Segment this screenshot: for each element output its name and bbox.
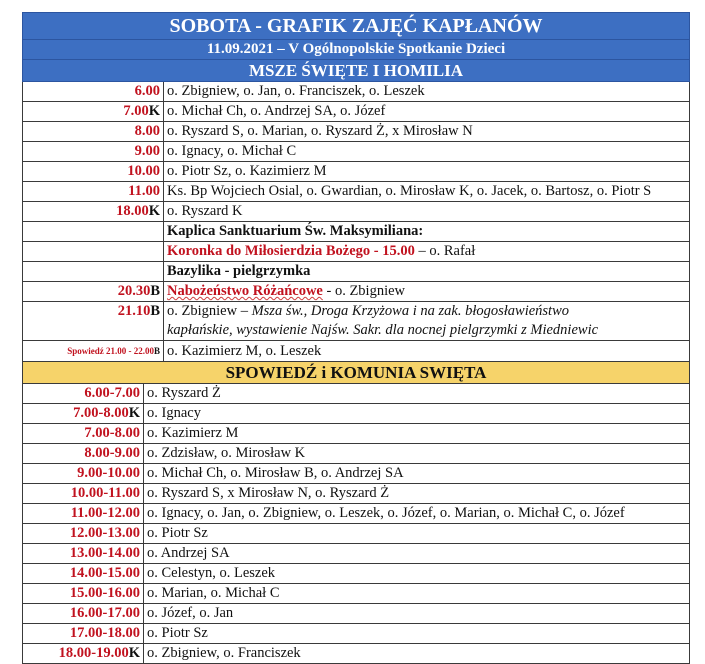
- time-value: 7.00-8.00: [73, 405, 129, 421]
- confession-row: [23, 484, 690, 504]
- names-cell: o. Celestyn, o. Leszek: [144, 564, 690, 584]
- masses-heading-row: [23, 60, 690, 82]
- time-value: 8.00: [134, 123, 160, 139]
- confession-row: [23, 504, 690, 524]
- time-value: 7.00-8.00: [84, 425, 140, 441]
- confession-row: [23, 544, 690, 564]
- time-suffix: B: [150, 283, 160, 299]
- names-cell: o. Marian, o. Michał C: [144, 584, 690, 604]
- basilica-mass-desc: Msza św., Droga Krzyżowa i na zak. błogosławieństwo: [251, 303, 569, 319]
- empty-cell: [23, 242, 164, 262]
- chapel-event-row: [23, 242, 690, 262]
- time-cell: [23, 584, 144, 604]
- confession-row: [23, 384, 690, 404]
- names-cell: o. Ryszard K: [164, 202, 690, 222]
- basilica-service-row: [23, 282, 690, 302]
- chapel-title-row: [23, 222, 690, 242]
- names-cell: o. Andrzej SA: [144, 544, 690, 564]
- names-cell: o. Ryszard Ż: [144, 384, 690, 404]
- confession-row: [23, 624, 690, 644]
- basilica-mass-desc-2: kapłańskie, wystawienie Najśw. Sakr. dla nocnej pielgrzymki z Miedniewic: [167, 322, 599, 338]
- time-value: 16.00-17.00: [69, 605, 140, 621]
- time-suffix: K: [128, 645, 140, 661]
- time-value: 8.00-9.00: [84, 445, 140, 461]
- night-confession-names: o. Kazimierz M, o. Leszek: [164, 341, 690, 362]
- confession-table: [22, 361, 690, 664]
- time-cell: [23, 404, 144, 424]
- basilica-mass-row: [23, 302, 690, 341]
- time-value: 12.00-13.00: [69, 525, 140, 541]
- names-cell: o. Zdzisław, o. Mirosław K: [144, 444, 690, 464]
- time-value: 6.00: [134, 83, 160, 99]
- names-cell: Ks. Bp Wojciech Osial, o. Gwardian, o. Mirosław K, o. Jacek, o. Bartosz, o. Piotr S: [164, 182, 690, 202]
- confession-row: [23, 424, 690, 444]
- time-cell: [23, 142, 164, 162]
- time-cell: [23, 524, 144, 544]
- confession-rows: [23, 384, 690, 664]
- time-cell: [23, 444, 144, 464]
- confession-row: [23, 564, 690, 584]
- confession-heading: SPOWIEDŹ i KOMUNIA SWIĘTA: [23, 362, 690, 384]
- names-cell: o. Ryszard S, o. Marian, o. Ryszard Ż, x Mirosław N: [164, 122, 690, 142]
- schedule-sheet: [22, 12, 690, 664]
- basilica-service-cell: [164, 282, 690, 302]
- title-row: [23, 13, 690, 40]
- time-cell: [23, 82, 164, 102]
- names-cell: o. Piotr Sz: [144, 624, 690, 644]
- names-cell: o. Zbigniew, o. Jan, o. Franciszek, o. Leszek: [164, 82, 690, 102]
- names-cell: o. Michał Ch, o. Mirosław B, o. Andrzej SA: [144, 464, 690, 484]
- time-cell: [23, 564, 144, 584]
- mass-row: [23, 82, 690, 102]
- time-value: 14.00-15.00: [69, 565, 140, 581]
- names-cell: o. Kazimierz M: [144, 424, 690, 444]
- time-value: 21.10: [117, 303, 151, 319]
- mass-rows: [23, 82, 690, 222]
- time-value: 20.30: [117, 283, 151, 299]
- confession-row: [23, 584, 690, 604]
- time-cell: [23, 424, 144, 444]
- confession-row: [23, 464, 690, 484]
- time-value: 10.00-11.00: [70, 485, 140, 501]
- time-suffix: K: [148, 203, 160, 219]
- time-value: 18.00: [116, 203, 149, 219]
- confession-row: [23, 404, 690, 424]
- night-confession-label: Spowiedź 21.00 - 22.00: [67, 346, 154, 356]
- time-cell: [23, 102, 164, 122]
- time-cell: [23, 464, 144, 484]
- time-value: 10.00: [127, 163, 160, 179]
- page-subtitle: 11.09.2021 – V Ogólnopolskie Spotkanie Dzieci: [23, 40, 690, 60]
- time-cell: [23, 341, 164, 362]
- time-cell: [23, 202, 164, 222]
- time-value: 11.00-12.00: [70, 505, 140, 521]
- mass-row: [23, 182, 690, 202]
- chapel-event-person: – o. Rafał: [414, 243, 476, 259]
- mass-row: [23, 102, 690, 122]
- names-cell: o. Piotr Sz, o. Kazimierz M: [164, 162, 690, 182]
- time-cell: [23, 604, 144, 624]
- mass-row: [23, 202, 690, 222]
- masses-table: [22, 12, 690, 362]
- names-cell: o. Józef, o. Jan: [144, 604, 690, 624]
- time-cell: [23, 302, 164, 341]
- confession-heading-row: [23, 362, 690, 384]
- time-suffix: K: [128, 405, 140, 421]
- chapel-title: Kaplica Sanktuarium Św. Maksymiliana:: [164, 222, 690, 242]
- mass-row: [23, 142, 690, 162]
- basilica-title: Bazylika - pielgrzymka: [164, 262, 690, 282]
- names-cell: o. Ignacy, o. Michał C: [164, 142, 690, 162]
- confession-row: [23, 604, 690, 624]
- time-suffix: B: [150, 303, 160, 319]
- time-value: 11.00: [128, 183, 160, 199]
- time-cell: [23, 182, 164, 202]
- names-cell: o. Ignacy, o. Jan, o. Zbigniew, o. Leszek, o. Józef, o. Marian, o. Michał C, o. Józef: [144, 504, 690, 524]
- night-confession-row: [23, 341, 690, 362]
- confession-row: [23, 444, 690, 464]
- time-suffix: B: [153, 346, 160, 356]
- time-value: 9.00-10.00: [77, 465, 140, 481]
- empty-cell: [23, 262, 164, 282]
- subtitle-row: [23, 40, 690, 60]
- basilica-service-person: - o. Zbigniew: [322, 283, 406, 299]
- time-cell: [23, 384, 144, 404]
- time-cell: [23, 624, 144, 644]
- empty-cell: [23, 222, 164, 242]
- mass-row: [23, 122, 690, 142]
- names-cell: o. Michał Ch, o. Andrzej SA, o. Józef: [164, 102, 690, 122]
- names-cell: o. Ignacy: [144, 404, 690, 424]
- chapel-event: Koronka do Miłosierdzia Bożego - 15.00: [167, 243, 415, 259]
- basilica-title-row: [23, 262, 690, 282]
- time-cell: [23, 282, 164, 302]
- page-title: SOBOTA - GRAFIK ZAJĘĆ KAPŁANÓW: [23, 13, 690, 40]
- time-value: 13.00-14.00: [69, 545, 140, 561]
- names-cell: o. Piotr Sz: [144, 524, 690, 544]
- basilica-service-name: Nabożeństwo Różańcowe: [167, 283, 323, 299]
- time-cell: [23, 162, 164, 182]
- time-cell: [23, 644, 144, 664]
- time-suffix: K: [148, 103, 160, 119]
- time-value: 7.00: [123, 103, 149, 119]
- masses-heading: MSZE ŚWIĘTE I HOMILIA: [23, 60, 690, 82]
- names-cell: o. Ryszard S, x Mirosław N, o. Ryszard Ż: [144, 484, 690, 504]
- time-value: 15.00-16.00: [69, 585, 140, 601]
- confession-row: [23, 644, 690, 664]
- time-value: 9.00: [134, 143, 160, 159]
- mass-row: [23, 162, 690, 182]
- chapel-event-cell: [164, 242, 690, 262]
- time-cell: [23, 484, 144, 504]
- basilica-mass-cell: [164, 302, 690, 341]
- time-value: 17.00-18.00: [69, 625, 140, 641]
- time-value: 6.00-7.00: [84, 385, 140, 401]
- time-cell: [23, 122, 164, 142]
- time-cell: [23, 544, 144, 564]
- basilica-mass-person: o. Zbigniew –: [167, 303, 252, 319]
- time-value: 18.00-19.00: [58, 645, 129, 661]
- names-cell: o. Zbigniew, o. Franciszek: [144, 644, 690, 664]
- time-cell: [23, 504, 144, 524]
- confession-row: [23, 524, 690, 544]
